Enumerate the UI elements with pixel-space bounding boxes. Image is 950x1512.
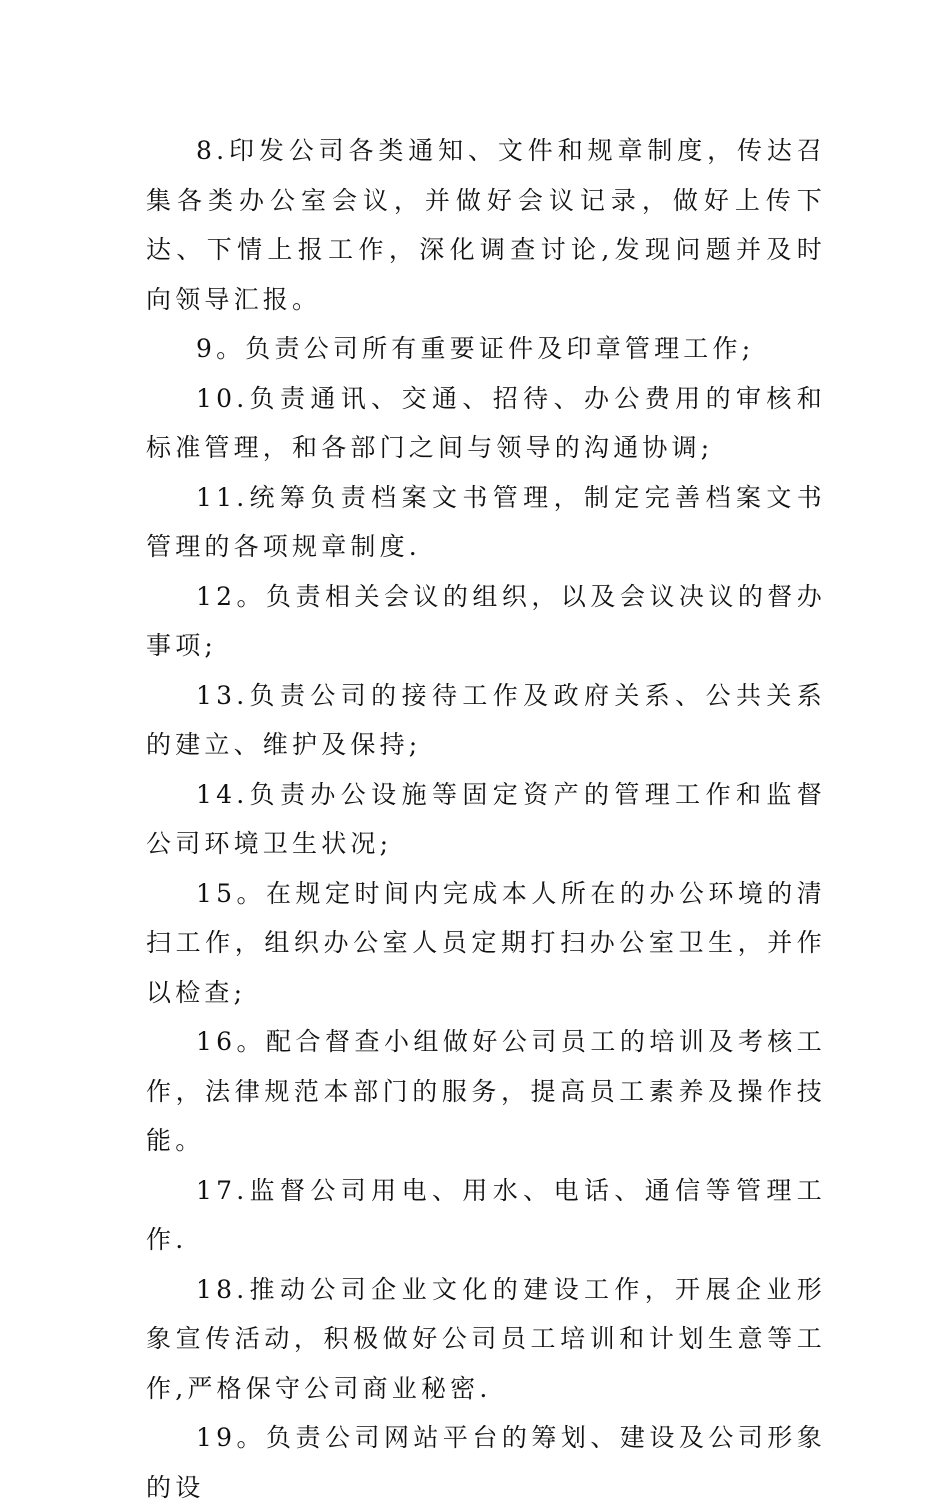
duty-item-10: 10.负责通讯、交通、招待、办公费用的审核和标准管理，和各部门之间与领导的沟通协调; (146, 383, 826, 462)
duty-item-14: 14.负责办公设施等固定资产的管理工作和监督公司环境卫生状况; (146, 779, 826, 858)
document-body (146, 126, 826, 1512)
duty-item-8: 8.印发公司各类通知、文件和规章制度，传达召集各类办公室会议，并做好会议记录，做好上传下达、下情上报工作，深化调查讨论,发现问题并及时向领导汇报。 (146, 136, 826, 314)
duty-item-19: 19。负责公司网站平台的筹划、建设及公司形象的设 (146, 1423, 826, 1502)
duty-item-12: 12。负责相关会议的组织，以及会议决议的督办事项; (146, 581, 826, 660)
duty-item-15: 15。在规定时间内完成本人所在的办公环境的清扫工作，组织办公室人员定期打扫办公室卫生，并作以检查; (146, 878, 826, 1007)
duty-item-18: 18.推动公司企业文化的建设工作，开展企业形象宣传活动，积极做好公司员工培训和计划生意等工作,严格保守公司商业秘密. (146, 1274, 826, 1403)
duty-item-16: 16。配合督查小组做好公司员工的培训及考核工作，法律规范本部门的服务，提高员工素养及操作技能。 (146, 1027, 826, 1155)
duty-item-13: 13.负责公司的接待工作及政府关系、公共关系的建立、维护及保持; (146, 680, 826, 759)
duty-item-9: 9。负责公司所有重要证件及印章管理工作; (196, 334, 755, 363)
duty-item-17: 17.监督公司用电、用水、电话、通信等管理工作. (146, 1175, 826, 1254)
duty-item-11: 11.统筹负责档案文书管理，制定完善档案文书管理的各项规章制度. (146, 482, 826, 561)
